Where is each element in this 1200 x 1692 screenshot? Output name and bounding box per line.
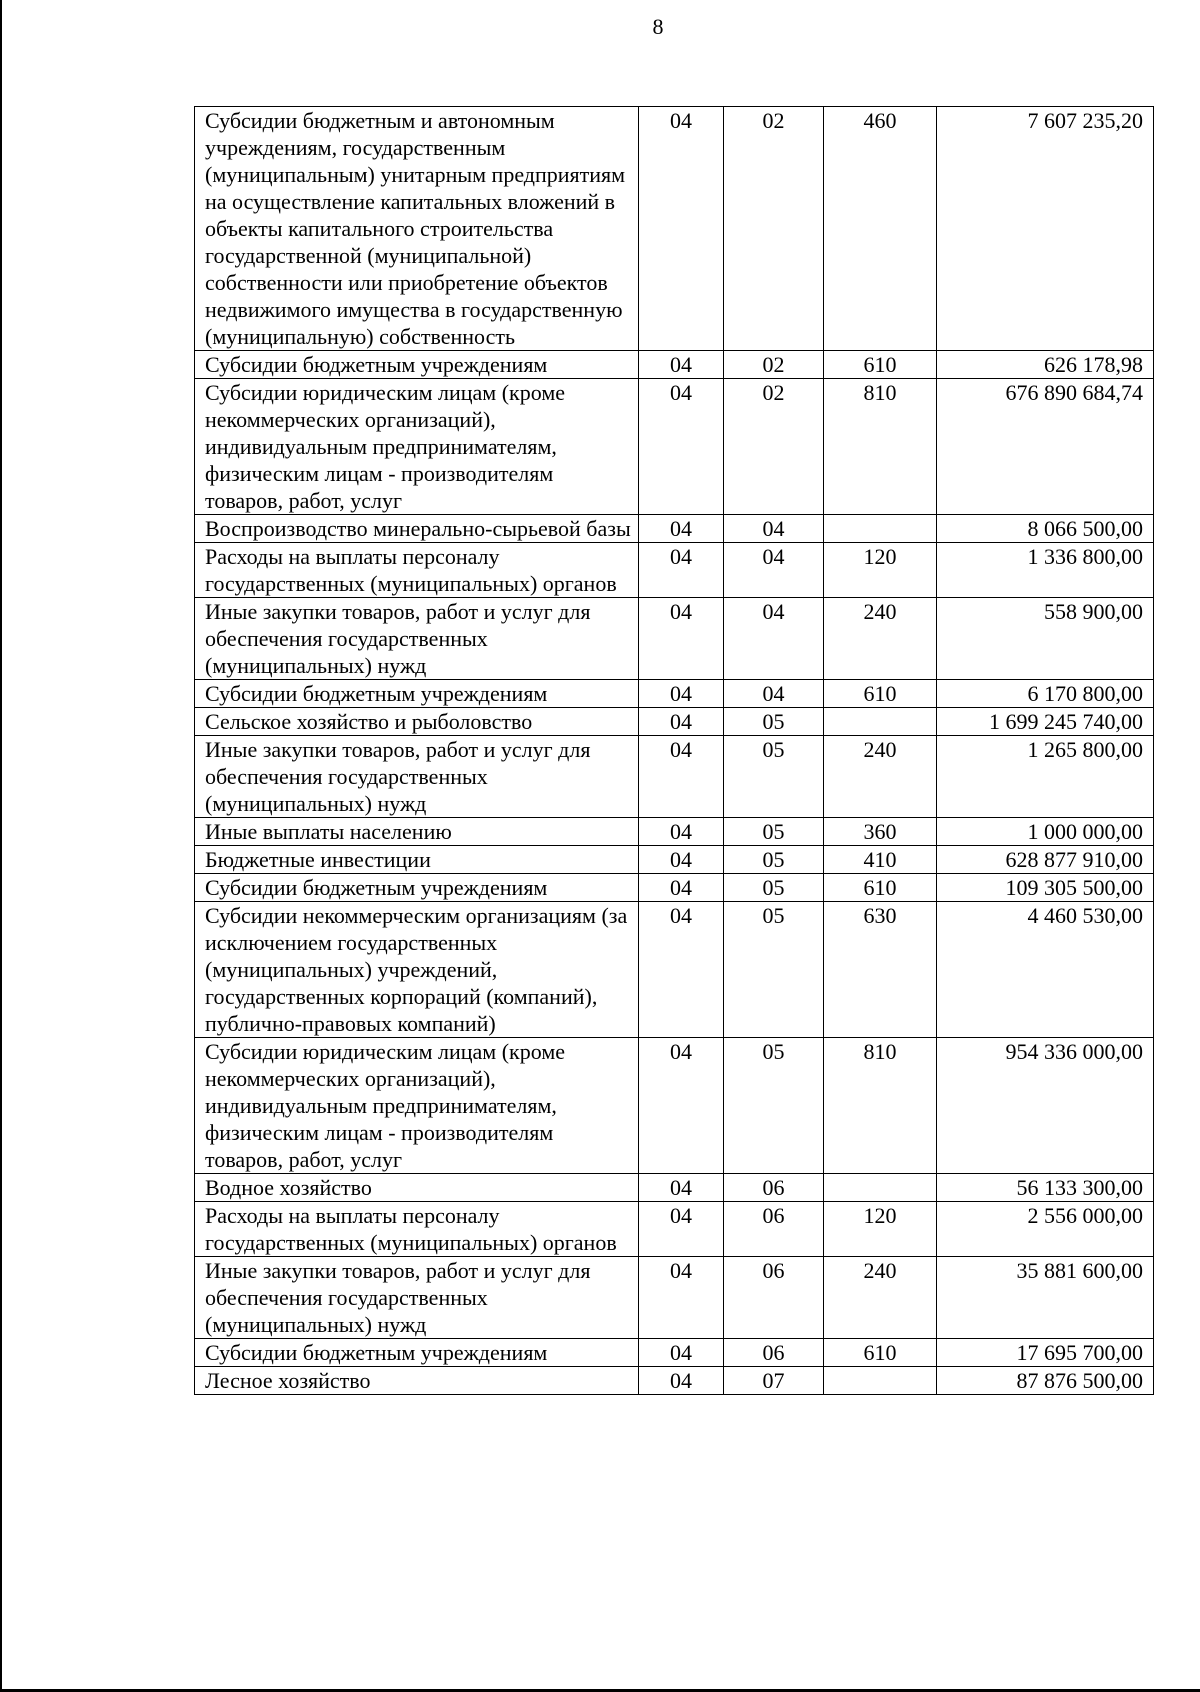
row-subsection-cell: 05 bbox=[724, 736, 824, 818]
row-amount-cell: 1 336 800,00 bbox=[937, 543, 1154, 598]
table-row bbox=[195, 818, 1154, 846]
row-amount-cell: 628 877 910,00 bbox=[937, 846, 1154, 874]
budget-table bbox=[194, 106, 1154, 1395]
row-subsection-cell: 06 bbox=[724, 1174, 824, 1202]
row-subsection-cell: 04 bbox=[724, 515, 824, 543]
row-expense-type-cell: 610 bbox=[824, 680, 937, 708]
row-subsection-cell: 04 bbox=[724, 543, 824, 598]
row-name-cell: Субсидии бюджетным учреждениям bbox=[195, 874, 639, 902]
table-row bbox=[195, 1038, 1154, 1174]
row-name-cell: Иные закупки товаров, работ и услуг для обеспечения государственных (муниципальных) нужд bbox=[195, 1257, 639, 1339]
row-name-cell: Субсидии бюджетным и автономным учреждениям, государственным (муниципальным) унитарным предприятиям на осуществление капитальных вложений в объекты капитального строительства государственной (муниципальной) собственности или приобретение объектов недвижимого имущества в государственную (муниципальную) собственность bbox=[195, 107, 639, 351]
row-subsection-cell: 05 bbox=[724, 708, 824, 736]
row-subsection-cell: 05 bbox=[724, 846, 824, 874]
row-name-cell: Субсидии юридическим лицам (кроме некоммерческих организаций), индивидуальным предпринимателям, физическим лицам - производителям товаров, работ, услуг bbox=[195, 1038, 639, 1174]
row-subsection-cell: 06 bbox=[724, 1257, 824, 1339]
scan-edge-left bbox=[0, 0, 2, 1692]
row-section-cell: 04 bbox=[639, 902, 724, 1038]
row-expense-type-cell: 240 bbox=[824, 1257, 937, 1339]
row-section-cell: 04 bbox=[639, 680, 724, 708]
row-name-cell: Лесное хозяйство bbox=[195, 1367, 639, 1395]
row-amount-cell: 954 336 000,00 bbox=[937, 1038, 1154, 1174]
row-expense-type-cell: 240 bbox=[824, 598, 937, 680]
row-amount-cell: 17 695 700,00 bbox=[937, 1339, 1154, 1367]
row-section-cell: 04 bbox=[639, 515, 724, 543]
row-name-cell: Воспроизводство минерально-сырьевой базы bbox=[195, 515, 639, 543]
row-amount-cell: 626 178,98 bbox=[937, 351, 1154, 379]
table-row bbox=[195, 598, 1154, 680]
row-amount-cell: 7 607 235,20 bbox=[937, 107, 1154, 351]
row-amount-cell: 8 066 500,00 bbox=[937, 515, 1154, 543]
row-section-cell: 04 bbox=[639, 107, 724, 351]
row-name-cell: Бюджетные инвестиции bbox=[195, 846, 639, 874]
row-amount-cell: 109 305 500,00 bbox=[937, 874, 1154, 902]
row-section-cell: 04 bbox=[639, 543, 724, 598]
row-name-cell: Иные закупки товаров, работ и услуг для обеспечения государственных (муниципальных) нужд bbox=[195, 736, 639, 818]
page-number: 8 bbox=[652, 14, 664, 39]
row-amount-cell: 1 265 800,00 bbox=[937, 736, 1154, 818]
row-subsection-cell: 05 bbox=[724, 874, 824, 902]
row-expense-type-cell: 120 bbox=[824, 1202, 937, 1257]
table-row bbox=[195, 708, 1154, 736]
row-expense-type-cell: 630 bbox=[824, 902, 937, 1038]
row-subsection-cell: 02 bbox=[724, 379, 824, 515]
row-expense-type-cell: 610 bbox=[824, 1339, 937, 1367]
row-name-cell: Иные выплаты населению bbox=[195, 818, 639, 846]
table-row bbox=[195, 874, 1154, 902]
row-amount-cell: 676 890 684,74 bbox=[937, 379, 1154, 515]
row-subsection-cell: 05 bbox=[724, 902, 824, 1038]
row-name-cell: Расходы на выплаты персоналу государственных (муниципальных) органов bbox=[195, 543, 639, 598]
row-expense-type-cell bbox=[824, 1174, 937, 1202]
row-subsection-cell: 05 bbox=[724, 1038, 824, 1174]
row-amount-cell: 87 876 500,00 bbox=[937, 1367, 1154, 1395]
row-amount-cell: 6 170 800,00 bbox=[937, 680, 1154, 708]
row-amount-cell: 35 881 600,00 bbox=[937, 1257, 1154, 1339]
row-subsection-cell: 06 bbox=[724, 1202, 824, 1257]
row-name-cell: Субсидии юридическим лицам (кроме некоммерческих организаций), индивидуальным предпринимателям, физическим лицам - производителям товаров, работ, услуг bbox=[195, 379, 639, 515]
row-section-cell: 04 bbox=[639, 846, 724, 874]
row-section-cell: 04 bbox=[639, 818, 724, 846]
budget-table-body bbox=[195, 107, 1154, 1395]
table-row bbox=[195, 379, 1154, 515]
row-amount-cell: 1 000 000,00 bbox=[937, 818, 1154, 846]
row-section-cell: 04 bbox=[639, 598, 724, 680]
row-expense-type-cell: 240 bbox=[824, 736, 937, 818]
row-name-cell: Субсидии бюджетным учреждениям bbox=[195, 1339, 639, 1367]
row-section-cell: 04 bbox=[639, 1038, 724, 1174]
row-section-cell: 04 bbox=[639, 1257, 724, 1339]
row-section-cell: 04 bbox=[639, 1174, 724, 1202]
row-subsection-cell: 02 bbox=[724, 107, 824, 351]
row-expense-type-cell: 610 bbox=[824, 351, 937, 379]
row-amount-cell: 558 900,00 bbox=[937, 598, 1154, 680]
row-name-cell: Субсидии некоммерческим организациям (за исключением государственных (муниципальных) учреждений, государственных корпораций (компаний), публично-правовых компаний) bbox=[195, 902, 639, 1038]
row-amount-cell: 4 460 530,00 bbox=[937, 902, 1154, 1038]
row-amount-cell: 1 699 245 740,00 bbox=[937, 708, 1154, 736]
row-subsection-cell: 04 bbox=[724, 680, 824, 708]
row-name-cell: Расходы на выплаты персоналу государственных (муниципальных) органов bbox=[195, 1202, 639, 1257]
table-row bbox=[195, 1339, 1154, 1367]
row-expense-type-cell bbox=[824, 708, 937, 736]
row-name-cell: Водное хозяйство bbox=[195, 1174, 639, 1202]
table-row bbox=[195, 846, 1154, 874]
table-row bbox=[195, 736, 1154, 818]
row-expense-type-cell: 410 bbox=[824, 846, 937, 874]
row-expense-type-cell: 360 bbox=[824, 818, 937, 846]
table-row bbox=[195, 1174, 1154, 1202]
table-row bbox=[195, 902, 1154, 1038]
row-subsection-cell: 04 bbox=[724, 598, 824, 680]
row-section-cell: 04 bbox=[639, 1339, 724, 1367]
row-section-cell: 04 bbox=[639, 1367, 724, 1395]
row-expense-type-cell: 810 bbox=[824, 379, 937, 515]
row-section-cell: 04 bbox=[639, 736, 724, 818]
row-expense-type-cell: 810 bbox=[824, 1038, 937, 1174]
table-row bbox=[195, 680, 1154, 708]
row-name-cell: Сельское хозяйство и рыболовство bbox=[195, 708, 639, 736]
table-row bbox=[195, 1257, 1154, 1339]
row-section-cell: 04 bbox=[639, 874, 724, 902]
row-subsection-cell: 06 bbox=[724, 1339, 824, 1367]
row-expense-type-cell: 120 bbox=[824, 543, 937, 598]
row-expense-type-cell: 610 bbox=[824, 874, 937, 902]
row-name-cell: Субсидии бюджетным учреждениям bbox=[195, 351, 639, 379]
table-row bbox=[195, 351, 1154, 379]
row-subsection-cell: 05 bbox=[724, 818, 824, 846]
row-subsection-cell: 02 bbox=[724, 351, 824, 379]
row-section-cell: 04 bbox=[639, 379, 724, 515]
row-section-cell: 04 bbox=[639, 351, 724, 379]
table-row bbox=[195, 515, 1154, 543]
row-amount-cell: 2 556 000,00 bbox=[937, 1202, 1154, 1257]
table-row bbox=[195, 1367, 1154, 1395]
row-amount-cell: 56 133 300,00 bbox=[937, 1174, 1154, 1202]
table-row bbox=[195, 543, 1154, 598]
table-row bbox=[195, 107, 1154, 351]
row-expense-type-cell: 460 bbox=[824, 107, 937, 351]
row-section-cell: 04 bbox=[639, 708, 724, 736]
row-name-cell: Субсидии бюджетным учреждениям bbox=[195, 680, 639, 708]
row-subsection-cell: 07 bbox=[724, 1367, 824, 1395]
row-name-cell: Иные закупки товаров, работ и услуг для обеспечения государственных (муниципальных) нужд bbox=[195, 598, 639, 680]
row-expense-type-cell bbox=[824, 1367, 937, 1395]
row-section-cell: 04 bbox=[639, 1202, 724, 1257]
table-row bbox=[195, 1202, 1154, 1257]
row-expense-type-cell bbox=[824, 515, 937, 543]
